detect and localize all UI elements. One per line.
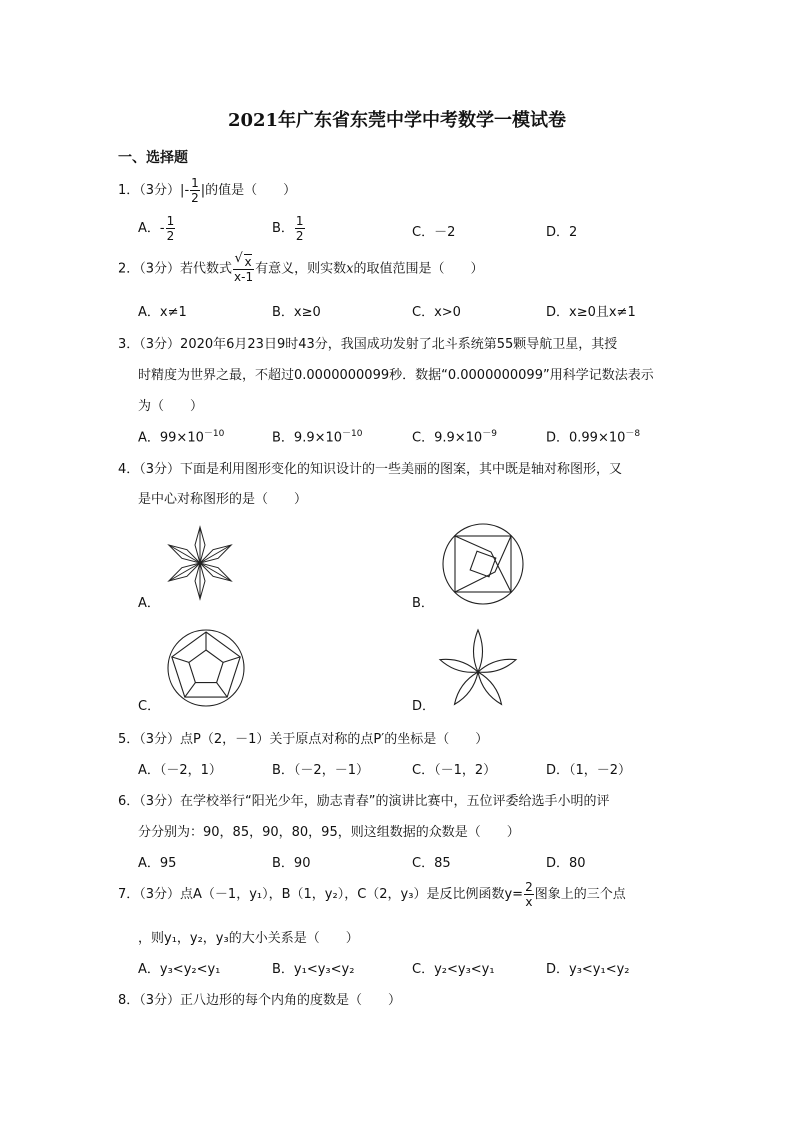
q1-b-fraction xyxy=(295,214,305,243)
q3-option-a[interactable] xyxy=(138,426,224,445)
q2-num xyxy=(233,254,254,270)
q1-option-a[interactable] xyxy=(138,214,176,243)
q1-prefix: 1．（3分）| xyxy=(118,183,185,198)
q2-option-d[interactable]: D．x≥0且x≠1 xyxy=(546,305,636,320)
q7-option-a[interactable]: A．y₃<y₂<y₁ xyxy=(138,962,221,977)
q3-b-text: B．9.9×10 xyxy=(272,430,343,446)
q4-option-a[interactable]: A． xyxy=(138,596,160,611)
q7-option-c[interactable]: C．y₂<y₃<y₁ xyxy=(412,962,495,977)
q7-y-eq: y= xyxy=(504,887,524,902)
figure-d-flower-icon xyxy=(438,628,518,712)
q5-option-d[interactable]: D．（1，－2） xyxy=(546,763,632,778)
q2-option-b[interactable]: B．x≥0 xyxy=(272,305,321,320)
q5-option-c[interactable]: C．（－1，2） xyxy=(412,763,497,778)
q3-option-b[interactable] xyxy=(272,426,362,445)
q1-option-b[interactable] xyxy=(272,214,306,243)
q1-suffix: |的值是（ ） xyxy=(200,183,297,198)
q3-c-text: C．9.9×10 xyxy=(412,430,483,446)
q3-d-text: D．0.99×10 xyxy=(546,430,626,446)
q1-den: 2 xyxy=(191,191,199,205)
q6-option-a[interactable]: A．95 xyxy=(138,856,177,871)
q1-b-den: 2 xyxy=(295,229,304,243)
q3-a-exp: －10 xyxy=(203,429,225,439)
question-7-line-1 xyxy=(118,880,626,909)
q5-option-b[interactable]: B．（－2，－1） xyxy=(272,763,369,778)
question-4-line-2: 是中心对称图形的是（ ） xyxy=(138,492,308,507)
q1-a-fraction xyxy=(166,214,176,243)
q1-a-num: 1 xyxy=(166,214,175,228)
q7-num: 2 xyxy=(525,880,533,894)
figure-a-star-icon xyxy=(162,523,238,603)
page-title: 2021年广东省东莞中学中考数学一模试卷 xyxy=(227,110,567,131)
q1-a-label: A． xyxy=(138,221,160,236)
q2-option-c[interactable]: C．x>0 xyxy=(412,305,461,320)
q7-fraction xyxy=(524,880,534,909)
q3-a-text: A．99×10 xyxy=(138,430,204,446)
q3-b-exp: －10 xyxy=(342,429,363,439)
q7-option-b[interactable]: B．y₁<y₃<y₂ xyxy=(272,962,355,977)
question-5: 5．（3分）点P（2，－1）关于原点对称的点P′的坐标是（ ） xyxy=(118,732,489,747)
q1-neg: - xyxy=(184,183,190,198)
figure-b-pinwheel-icon xyxy=(441,522,525,606)
q3-option-c[interactable] xyxy=(412,426,497,445)
question-1 xyxy=(118,176,296,205)
q5-option-a[interactable]: A．（－2，1） xyxy=(138,763,222,778)
q1-b-num: 1 xyxy=(295,214,304,228)
q4-option-c[interactable]: C． xyxy=(138,699,161,714)
question-3-line-3: 为（ ） xyxy=(138,399,204,414)
q2-option-a[interactable]: A．x≠1 xyxy=(138,305,187,320)
question-3-line-2: 时精度为世界之最，不超过0.0000000099秒．数据“0.0000000099”用科学记数法表示 xyxy=(138,368,654,383)
q3-option-d[interactable] xyxy=(546,426,640,445)
q7-text-a: 7．（3分）点A（－1，y₁），B（1，y₂），C（2，y₃）是反比例函数 xyxy=(118,887,505,902)
q6-option-c[interactable]: C．85 xyxy=(412,856,451,871)
q1-option-d[interactable]: D．2 xyxy=(546,225,578,240)
question-8: 8．（3分）正八边形的每个内角的度数是（ ） xyxy=(118,993,402,1008)
q7-text-b: 图象上的三个点 xyxy=(534,887,626,902)
question-7-line-2: ，则y₁，y₂，y₃的大小关系是（ ） xyxy=(138,931,359,946)
q7-den: x xyxy=(525,895,533,909)
q1-num: 1 xyxy=(191,176,199,190)
q7-option-d[interactable]: D．y₃<y₁<y₂ xyxy=(546,962,630,977)
q2-sqrt: √ x xyxy=(244,254,252,269)
question-6-line-1: 6．（3分）在学校举行“阳光少年，励志青春”的演讲比赛中，五位评委给选手小明的评 xyxy=(118,794,610,809)
q6-option-d[interactable]: D．80 xyxy=(546,856,586,871)
q6-option-b[interactable]: B．90 xyxy=(272,856,311,871)
q1-fraction xyxy=(190,176,200,205)
q1-a-neg: - xyxy=(159,221,165,236)
question-4-line-1: 4．（3分）下面是利用图形变化的知识设计的一些美丽的图案，其中既是轴对称图形，又 xyxy=(118,462,623,477)
q4-option-b[interactable]: B． xyxy=(412,596,434,611)
q3-d-exp: －8 xyxy=(625,429,641,439)
q1-a-den: 2 xyxy=(166,229,175,243)
q2-suffix-a: 有意义，则实数 xyxy=(255,261,347,277)
q2-prefix: 2．（3分）若代数式 xyxy=(118,261,233,277)
section-heading: 一、选择题 xyxy=(118,150,188,166)
figure-c-pentagon-icon xyxy=(166,628,246,708)
q1-option-c[interactable]: C．－2 xyxy=(412,225,456,240)
q2-var: x xyxy=(346,261,354,277)
question-2 xyxy=(118,254,484,284)
q3-c-exp: －9 xyxy=(482,429,497,439)
q4-option-d[interactable]: D． xyxy=(412,699,436,714)
q2-suffix-b: 的取值范围是（ ） xyxy=(353,261,484,277)
question-6-line-2: 分分别为：90，85，90，80，95，则这组数据的众数是（ ） xyxy=(138,825,520,840)
q1-b-label: B． xyxy=(272,221,294,236)
q2-fraction xyxy=(233,254,254,284)
q2-den: x-1 xyxy=(234,270,254,284)
question-3-line-1: 3．（3分）2020年6月23日9时43分，我国成功发射了北斗系统第55颗导航卫星，其授 xyxy=(118,337,618,352)
